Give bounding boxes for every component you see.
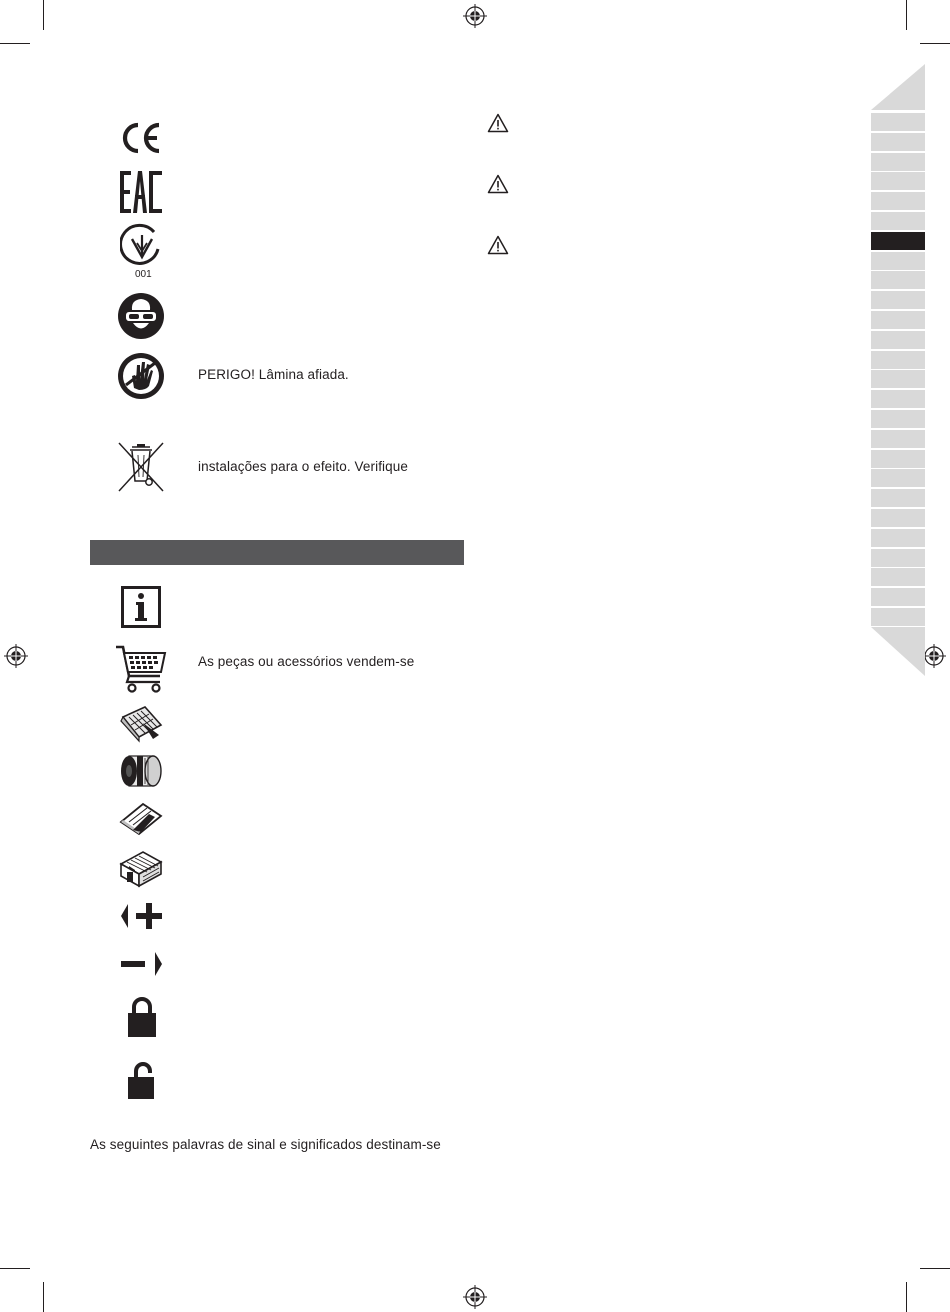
weee-disposal-text: instalações para o efeito. Verifique — [198, 459, 408, 474]
side-tab — [871, 172, 925, 190]
hand-injury-warning-icon — [117, 352, 165, 400]
signal-words-intro-text: As seguintes palavras de sinal e significados destinam-se — [90, 1137, 441, 1152]
increase-icon — [120, 902, 164, 930]
warning-triangle-icon — [487, 174, 509, 194]
parts-accessories-text: As peças ou acessórios vendem-se — [198, 654, 415, 669]
crossed-out-wheelie-bin-icon — [117, 441, 165, 493]
registration-mark-left-icon — [4, 644, 28, 668]
shopping-cart-icon — [114, 644, 168, 694]
side-tab — [871, 529, 925, 547]
side-tab — [871, 489, 925, 507]
eac-cert-number: 001 — [135, 269, 152, 280]
side-tab — [871, 608, 925, 626]
eye-protection-icon — [117, 292, 165, 340]
registration-mark-top-icon — [463, 4, 487, 28]
side-tab — [871, 212, 925, 230]
unlocked-icon — [127, 1062, 157, 1100]
side-tab-active — [871, 232, 925, 250]
side-tab — [871, 549, 925, 567]
side-tab — [871, 113, 925, 131]
registration-mark-bottom-icon — [463, 1285, 487, 1309]
warning-triangle-icon — [487, 235, 509, 255]
registration-mark-right-icon — [922, 644, 946, 668]
ce-mark-icon — [120, 120, 162, 156]
tab-strip-bottom-wedge — [871, 627, 925, 677]
side-tab — [871, 291, 925, 309]
side-tab — [871, 311, 925, 329]
side-tab — [871, 331, 925, 349]
side-tab — [871, 430, 925, 448]
warning-triangle-icon — [487, 113, 509, 133]
side-tab — [871, 410, 925, 428]
bevel-profile-icon — [119, 800, 163, 836]
side-tab — [871, 153, 925, 171]
decrease-icon — [120, 951, 164, 977]
side-tab — [871, 192, 925, 210]
side-tab — [871, 450, 925, 468]
side-tab — [871, 351, 925, 369]
tab-strip-top-wedge — [871, 64, 925, 112]
block-profile-icon — [117, 848, 163, 888]
danger-sharp-blade-text: PERIGO! Lâmina afiada. — [198, 367, 349, 382]
ukrainian-conformity-mark-icon — [120, 223, 164, 267]
roller-icon — [119, 752, 163, 790]
side-tab — [871, 588, 925, 606]
side-tab — [871, 271, 925, 289]
side-tab — [871, 509, 925, 527]
eac-mark-icon — [120, 171, 162, 213]
side-tab — [871, 390, 925, 408]
edge-profile-icon — [119, 705, 163, 743]
section-header-bar — [90, 540, 464, 565]
information-icon — [121, 586, 161, 628]
side-tab — [871, 252, 925, 270]
locked-icon — [127, 996, 157, 1038]
side-tab — [871, 469, 925, 487]
side-tab — [871, 133, 925, 151]
side-tab — [871, 370, 925, 388]
side-tab — [871, 568, 925, 586]
